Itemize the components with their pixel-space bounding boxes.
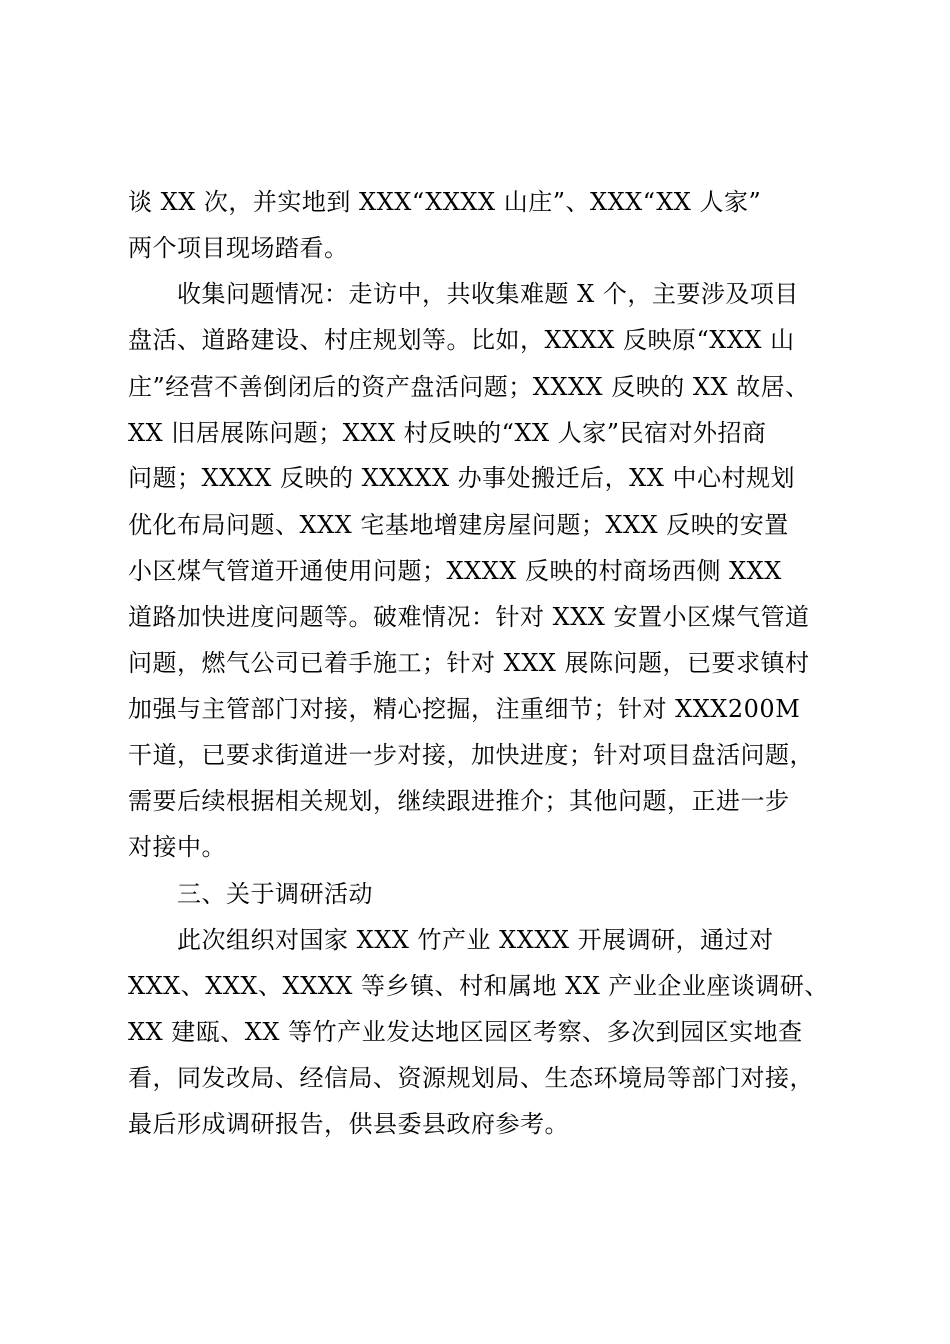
paragraph-line: XXX、XXX、XXXX 等乡镇、村和属地 XX 产业企业座谈调研、	[128, 972, 829, 1000]
paragraph-line: 干道，已要求街道进一步对接，加快进度；针对项目盘活问题，	[128, 741, 814, 769]
paragraph-line: 问题；XXXX 反映的 XXXXX 办事处搬迁后，XX 中心村规划	[128, 464, 795, 492]
paragraph-line: 优化布局问题、XXX 宅基地增建房屋问题；XXX 反映的安置	[128, 511, 789, 539]
paragraph-line: 收集问题情况：走访中，共收集难题 X 个，主要涉及项目	[177, 280, 799, 308]
paragraph-line: 此次组织对国家 XXX 竹产业 XXXX 开展调研，通过对	[177, 926, 774, 954]
paragraph-line: 需要后续根据相关规划，继续跟进推介；其他问题，正进一步	[128, 787, 790, 815]
paragraph-line: 看，同发改局、经信局、资源规划局、生态环境局等部门对接，	[128, 1064, 814, 1092]
section-heading: 三、关于调研活动	[177, 880, 373, 908]
paragraph-line: 两个项目现场踏看。	[128, 234, 349, 262]
paragraph-line: 谈 XX 次，并实地到 XXX“XXXX 山庄”、XXX“XX 人家”	[128, 188, 762, 216]
paragraph-line: 加强与主管部门对接，精心挖掘，注重细节；针对 XXX200M	[128, 695, 801, 723]
paragraph-line: 对接中。	[128, 833, 226, 861]
paragraph-line: XX 旧居展陈问题；XXX 村反映的“XX 人家”民宿对外招商	[128, 419, 767, 447]
paragraph-line: 小区煤气管道开通使用问题；XXXX 反映的村商场西侧 XXX	[128, 557, 782, 585]
paragraph-line: 最后形成调研报告，供县委县政府参考。	[128, 1110, 569, 1138]
paragraph-line: 道路加快进度问题等。破难情况：针对 XXX 安置小区煤气管道	[128, 603, 810, 631]
paragraph-line: 盘活、道路建设、村庄规划等。比如，XXXX 反映原“XXX 山	[128, 326, 795, 354]
paragraph-line: 庄”经营不善倒闭后的资产盘活问题；XXXX 反映的 XX 故居、	[128, 373, 810, 401]
paragraph-line: 问题，燃气公司已着手施工；针对 XXX 展陈问题，已要求镇村	[128, 649, 810, 677]
paragraph-line: XX 建瓯、XX 等竹产业发达地区园区考察、多次到园区实地查	[128, 1018, 803, 1046]
